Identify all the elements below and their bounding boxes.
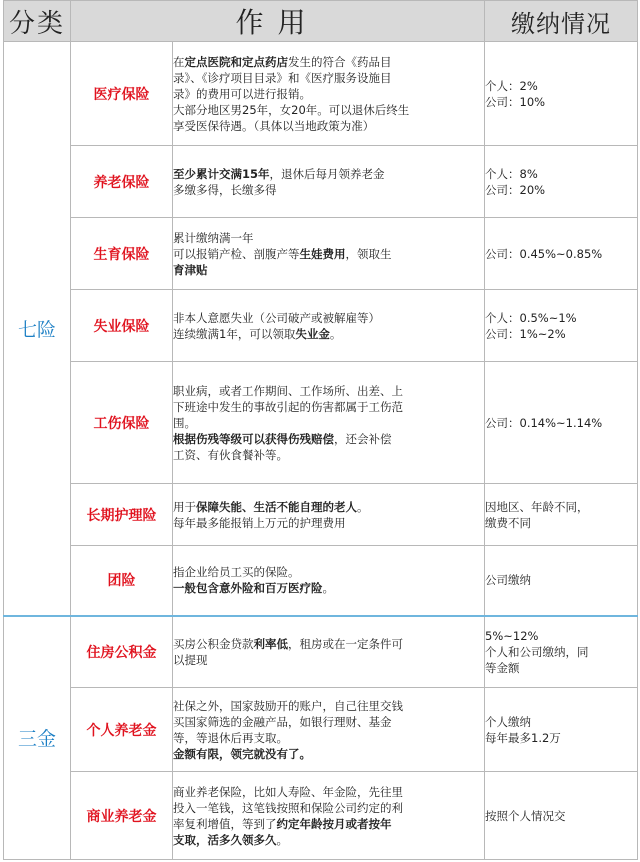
- payment-info: [485, 290, 638, 362]
- text: 下班途中发生的事故引起的伤害都属于工伤范: [173, 399, 403, 414]
- header-row: [4, 1, 638, 42]
- description-line: [173, 698, 484, 714]
- payment-line: 按照个人情况交: [485, 808, 566, 823]
- function-description: [173, 772, 485, 860]
- text: ，还会补偿: [334, 431, 392, 446]
- text: 。: [276, 832, 288, 847]
- highlight-text: 根据伤残等级可以获得伤残赔偿: [173, 431, 334, 446]
- category-name: 商业养老金: [71, 772, 173, 860]
- text: 可以报销产检、剖腹产等: [173, 246, 300, 261]
- category-name: 工伤保险: [71, 362, 173, 484]
- text: 发生的符合《药品目: [288, 54, 392, 69]
- table-row: [4, 772, 638, 860]
- description-line: [173, 415, 484, 431]
- payment-info: [485, 42, 638, 146]
- payment-info: [485, 616, 638, 688]
- text: 。: [357, 499, 369, 514]
- payment-line: 缴费不同: [485, 515, 532, 530]
- payment-info: [485, 218, 638, 290]
- insurance-table: [3, 0, 638, 860]
- text: 累计缴纳满一年: [173, 230, 254, 245]
- function-description: [173, 218, 485, 290]
- function-description: [173, 290, 485, 362]
- description-line: [173, 230, 484, 246]
- table-row: [4, 146, 638, 218]
- description-line: [173, 730, 484, 746]
- text: 指企业给员工买的保险。: [173, 565, 300, 580]
- text: 买房公积金贷款: [173, 636, 254, 651]
- text: 率复利增值，等到了: [173, 816, 277, 831]
- header-payment: 缴纳情况: [485, 1, 638, 42]
- table-row: [4, 42, 638, 146]
- text: ，退休后每月领养老金: [269, 166, 385, 181]
- description-line: [173, 102, 484, 118]
- description-line: [173, 326, 484, 342]
- category-name: 失业保险: [71, 290, 173, 362]
- payment-line: 公司：1%~2%: [485, 326, 566, 341]
- payment-line: 公司：20%: [485, 182, 546, 197]
- text: 工资、有伙食餐补等。: [173, 447, 288, 462]
- description-line: [173, 499, 484, 515]
- payment-line: 个人：0.5%~1%: [485, 310, 577, 325]
- payment-line: 个人：8%: [485, 166, 538, 181]
- payment-info: [485, 146, 638, 218]
- payment-line: 个人缴纳: [485, 714, 532, 729]
- table-row: [4, 290, 638, 362]
- function-description: [173, 42, 485, 146]
- table-row: [4, 688, 638, 772]
- text: 在: [173, 54, 185, 69]
- header-category: 分类: [4, 1, 71, 42]
- description-line: [173, 118, 484, 134]
- category-name: 个人养老金: [71, 688, 173, 772]
- description-line: [173, 447, 484, 463]
- text: 多缴多得，长缴多得: [173, 182, 277, 197]
- payment-info: [485, 688, 638, 772]
- description-line: [173, 262, 484, 278]
- payment-line: 个人：2%: [485, 78, 538, 93]
- payment-line: 公司：0.14%~1.14%: [485, 415, 603, 430]
- table-row: [4, 362, 638, 484]
- payment-line: 公司：10%: [485, 94, 546, 109]
- text: 。: [322, 581, 334, 596]
- table-row: [4, 546, 638, 616]
- description-line: [173, 714, 484, 730]
- highlight-text: 育津贴: [173, 262, 208, 277]
- description-line: [173, 580, 484, 596]
- description-line: [173, 564, 484, 580]
- text: ，领取生: [345, 246, 392, 261]
- category-name: 住房公积金: [71, 616, 173, 688]
- text: 以提现: [173, 652, 208, 667]
- text: 职业病，或者工作期间、工作场所、出差、上: [173, 383, 403, 398]
- category-name: 长期护理险: [71, 484, 173, 546]
- description-line: [173, 54, 484, 70]
- highlight-text: 生娃费用: [299, 246, 346, 261]
- function-description: [173, 146, 485, 218]
- text: ，租房或在一定条件可: [288, 636, 403, 651]
- function-description: [173, 484, 485, 546]
- payment-info: [485, 484, 638, 546]
- text: 用于: [173, 499, 196, 514]
- description-line: [173, 431, 484, 447]
- highlight-text: 保障失能、生活不能自理的老人: [196, 499, 357, 514]
- header-function: 作用: [71, 1, 485, 42]
- payment-info: [485, 546, 638, 616]
- highlight-text: 至少累计交满15年: [173, 166, 270, 181]
- description-line: [173, 746, 484, 762]
- text: 商业养老保险，比如人寿险、年金险，先往里: [173, 784, 403, 799]
- highlight-text: 支取，活多久领多久: [173, 832, 277, 847]
- category-name: 养老保险: [71, 146, 173, 218]
- payment-line: 公司缴纳: [485, 573, 532, 588]
- highlight-text: 约定年龄按月或者按年: [276, 816, 392, 831]
- description-line: [173, 86, 484, 102]
- category-name: 医疗保险: [71, 42, 173, 146]
- text: 非本人意愿失业（公司破产或被解雇等）: [173, 310, 380, 325]
- description-line: [173, 310, 484, 326]
- highlight-text: 金额有限，领完就没有了。: [173, 746, 311, 761]
- text: 每年最多能报销上万元的护理费用: [173, 515, 346, 530]
- group-label: 三金: [4, 616, 71, 860]
- highlight-text: 一般包含意外险和百万医疗险: [173, 581, 323, 596]
- description-line: [173, 800, 484, 816]
- payment-line: 因地区、年龄不同，: [485, 499, 589, 514]
- text: 投入一笔钱，这笔钱按照和保险公司约定的利: [173, 800, 403, 815]
- highlight-text: 定点医院和定点药店: [184, 54, 288, 69]
- text: 录》、《诊疗项目目录》和《医疗服务设施目: [173, 70, 392, 85]
- text: 围。: [173, 415, 196, 430]
- highlight-text: 利率低: [253, 636, 288, 651]
- payment-info: [485, 362, 638, 484]
- payment-line: 个人和公司缴纳，同: [485, 644, 589, 659]
- function-description: [173, 616, 485, 688]
- text: 录》的费用可以进行报销。: [173, 86, 311, 101]
- payment-line: 公司：0.45%~0.85%: [485, 246, 603, 261]
- function-description: [173, 688, 485, 772]
- description-line: [173, 399, 484, 415]
- text: 社保之外，国家鼓励开的账户，自己往里交钱: [173, 698, 403, 713]
- description-line: [173, 515, 484, 531]
- table-row: [4, 218, 638, 290]
- table-row: [4, 484, 638, 546]
- text: 享受医保待遇。（具体以当地政策为准）: [173, 118, 375, 133]
- payment-line: 每年最多1.2万: [485, 730, 561, 745]
- description-line: [173, 70, 484, 86]
- description-line: [173, 816, 484, 832]
- category-name: 团险: [71, 546, 173, 616]
- description-line: [173, 383, 484, 399]
- group-label: 七险: [4, 42, 71, 616]
- description-line: [173, 166, 484, 182]
- text: 。: [329, 326, 342, 341]
- payment-line: 5%~12%: [485, 628, 539, 643]
- text: 大部分地区男25年，女20年。可以退休后终生: [173, 102, 410, 117]
- payment-info: [485, 772, 638, 860]
- highlight-text: 失业金: [295, 326, 330, 341]
- description-line: [173, 182, 484, 198]
- function-description: [173, 546, 485, 616]
- description-line: [173, 652, 484, 668]
- payment-line: 等金额: [485, 660, 520, 675]
- text: 连续缴满1年，可以领取: [173, 326, 296, 341]
- text: 买国家筛选的金融产品，如银行理财、基金: [173, 714, 392, 729]
- text: 等，等退休后再支取。: [173, 730, 288, 745]
- category-name: 生育保险: [71, 218, 173, 290]
- table-row: [4, 616, 638, 688]
- description-line: [173, 832, 484, 848]
- function-description: [173, 362, 485, 484]
- description-line: [173, 784, 484, 800]
- description-line: [173, 246, 484, 262]
- description-line: [173, 636, 484, 652]
